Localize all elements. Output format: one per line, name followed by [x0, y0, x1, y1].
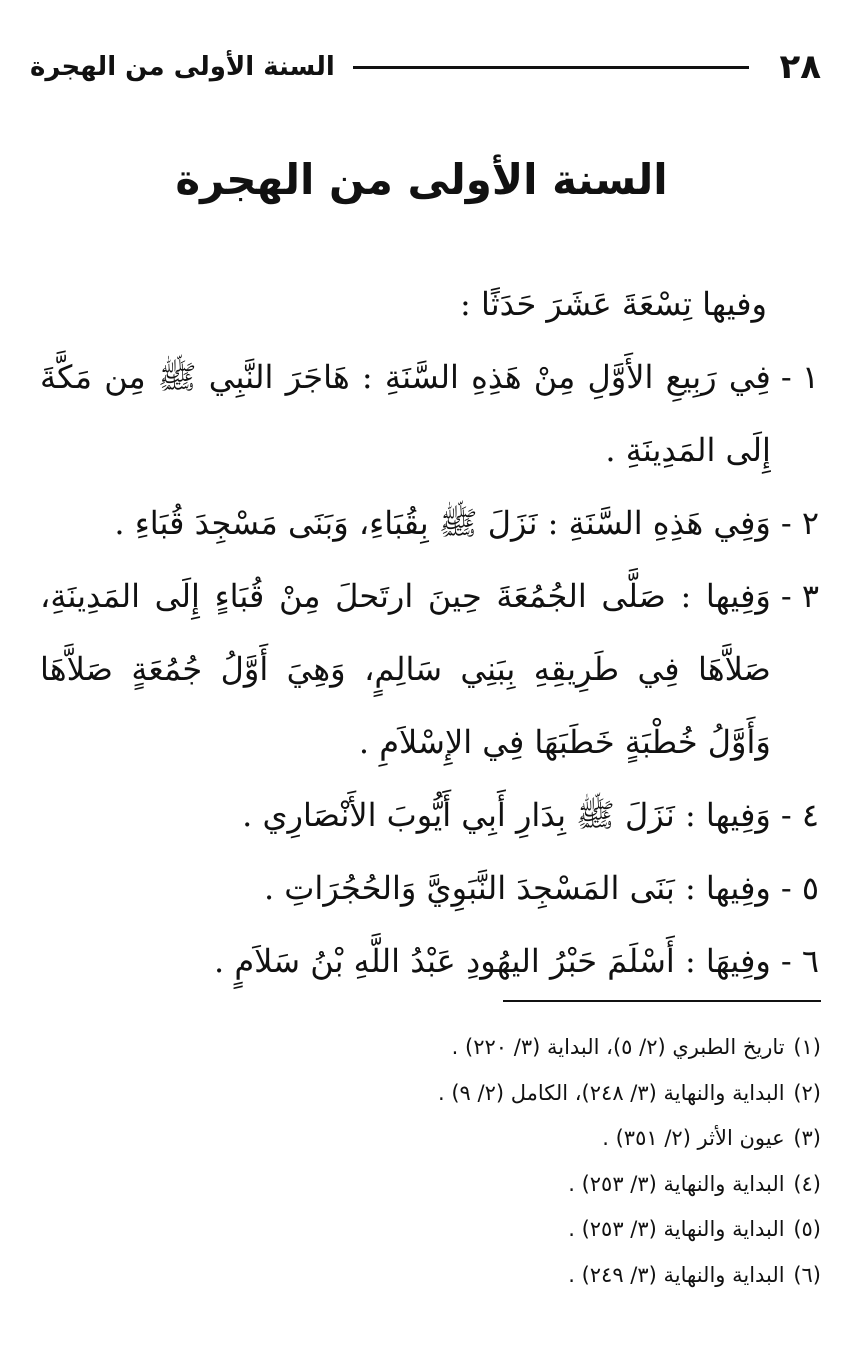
- event-item-4: [40, 779, 819, 852]
- footnote-text: تاريخ الطبري (٢/ ٥)، البداية (٣/ ٢٢٠) .: [451, 1035, 785, 1059]
- event-text: وَفِي هَذِهِ السَّنَةِ : نَزَلَ ﷺ بِقُبَاءِ، وَبَنَى مَسْجِدَ قُبَاءِ .: [114, 504, 771, 542]
- footnote-item: [40, 1116, 821, 1162]
- footnote-text: البداية والنهاية (٣/ ٢٥٣) .: [568, 1217, 785, 1241]
- chapter-title: السنة الأولى من الهجرة: [175, 155, 668, 204]
- header-rule: [353, 66, 750, 69]
- event-text: وَفِيها : صَلَّى الجُمُعَةَ حِينَ ارتَحلَ مِنْ قُبَاءٍ إِلَى المَدِينَةِ، صَلاَّهَا فِي طَرِيقِهِ بِبَنِي سَالِمٍ، وَهِيَ أَوَّلُ جُمُعَةٍ صَلاَّهَا وَأَوَّلُ خُطْبَةٍ خَطَبَهَا فِي الإِسْلاَمِ .: [40, 577, 771, 761]
- page-number: ٢٨: [779, 47, 821, 87]
- event-item-1: [40, 341, 819, 487]
- running-header: [30, 42, 821, 92]
- footnote-ref: (٤): [793, 1171, 821, 1196]
- footnote-ref: (٢): [793, 1080, 821, 1105]
- footnote-text: البداية والنهاية (٣/ ٢٤٩) .: [568, 1262, 785, 1287]
- event-item-6: [40, 925, 819, 998]
- event-number: ٦ -: [780, 942, 819, 980]
- event-text: وفِيها : بَنَى المَسْجِدَ النَّبَوِيَّ وَالحُجُرَاتِ .: [263, 869, 771, 907]
- footnote-ref: (١): [793, 1035, 821, 1059]
- footnote-separator: [503, 1000, 821, 1002]
- running-title: السنة الأولى من الهجرة: [30, 52, 335, 82]
- event-number: ٥ -: [780, 869, 819, 907]
- footnote-ref: (٥): [793, 1217, 821, 1241]
- body-text: [40, 268, 819, 998]
- footnote-ref: (٣): [793, 1126, 821, 1150]
- event-text: وفِيهَا : أَسْلَمَ حَبْرُ اليهُودِ عَبْدُ اللَّهِ بْنُ سَلاَمٍ .: [213, 942, 771, 980]
- event-number: ١ -: [780, 358, 819, 396]
- footnotes-list: [40, 1025, 821, 1298]
- event-item-2: [40, 487, 819, 560]
- event-text: فِي رَبِيعِ الأَوَّلِ مِنْ هَذِهِ السَّنَةِ : هَاجَرَ النَّبِي ﷺ مِن مَكَّةَ إِلَى المَدِينَةِ .: [40, 358, 771, 469]
- footnote-text: البداية والنهاية (٣/ ٢٥٣) .: [568, 1171, 785, 1196]
- event-item-3: [40, 560, 819, 779]
- footnote-item: [40, 1207, 821, 1253]
- footnote-ref: (٦): [793, 1262, 821, 1287]
- footnote-text: عيون الأثر (٢/ ٣٥١) .: [602, 1126, 785, 1150]
- event-text: وَفِيها : نَزَلَ ﷺ بِدَارِ أَبِي أَيُّوبَ الأَنْصَارِي .: [242, 796, 771, 834]
- footnote-item: [40, 1071, 821, 1117]
- footnote-item: [40, 1162, 821, 1208]
- event-number: ٢ -: [780, 504, 819, 542]
- event-number: ٤ -: [780, 796, 819, 834]
- event-number: ٣ -: [780, 577, 819, 615]
- footnote-item: [40, 1025, 821, 1071]
- footnote-text: البداية والنهاية (٣/ ٢٤٨)، الكامل (٢/ ٩) .: [437, 1080, 785, 1105]
- footnote-item: [40, 1253, 821, 1299]
- event-item-5: [40, 852, 819, 925]
- intro-line: وفيها تِسْعَةَ عَشَرَ حَدَثًا :: [460, 285, 767, 323]
